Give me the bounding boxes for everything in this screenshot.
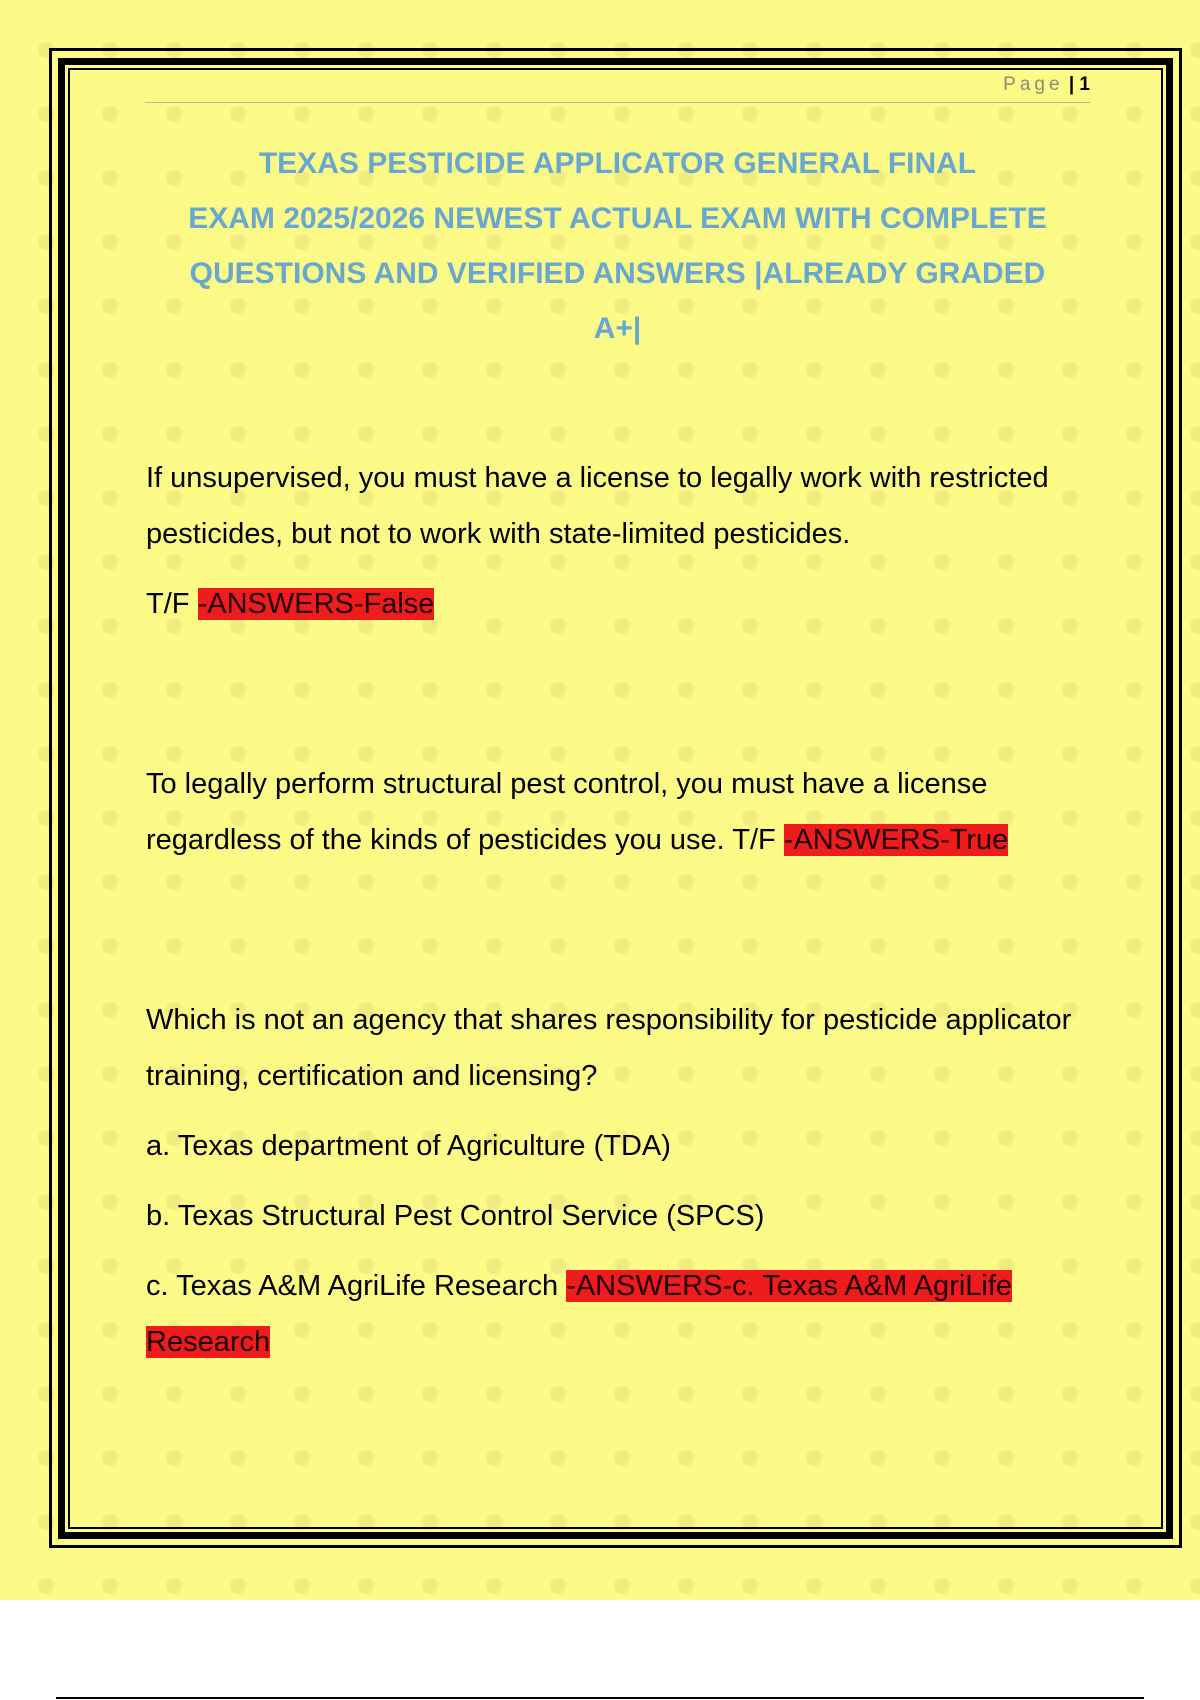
question-2 <box>146 756 1096 868</box>
question-3-option-c-line <box>146 1258 1096 1370</box>
page-word: Page <box>1003 74 1064 95</box>
question-3-answer: -ANSWERS-c. Texas A&M AgriLife Research <box>146 1270 1013 1358</box>
title-line-1: TEXAS PESTICIDE APPLICATOR GENERAL FINAL <box>258 147 977 180</box>
next-page-rule <box>56 1697 1144 1699</box>
title-line-2: EXAM 2025/2026 NEWEST ACTUAL EXAM WITH COMPLETE <box>188 202 1047 235</box>
question-3-option-c: c. Texas A&M AgriLife Research <box>146 1270 559 1302</box>
question-2-text: To legally perform structural pest control, you must have a license regardless of the kinds of pesticides you use. T/F <box>146 768 988 856</box>
question-1-prompt: T/F <box>146 588 190 620</box>
question-2-answer: -ANSWERS-True <box>783 824 1009 856</box>
header-rule <box>145 102 1090 103</box>
document-title <box>145 136 1090 356</box>
question-1-answer: -ANSWERS-False <box>197 588 435 620</box>
page-number: 1 <box>1079 74 1090 95</box>
question-3-option-b: b. Texas Structural Pest Control Service (SPCS) <box>146 1200 765 1232</box>
exam-content <box>146 450 1096 1370</box>
page-separator: | <box>1068 74 1075 95</box>
page-number-header <box>1003 74 1090 96</box>
title-line-3: QUESTIONS AND VERIFIED ANSWERS |ALREADY GRADED <box>189 257 1046 290</box>
question-3-text: Which is not an agency that shares responsibility for pesticide applicator training, certification and licensing? <box>146 1004 1072 1092</box>
title-line-4: A+| <box>593 312 642 345</box>
question-1-answer-line <box>146 576 1096 632</box>
question-3-option-a: a. Texas department of Agriculture (TDA) <box>146 1130 671 1162</box>
question-1-text: If unsupervised, you must have a license to legally work with restricted pesticides, but not to work with state-limited pesticides. <box>146 462 1049 550</box>
